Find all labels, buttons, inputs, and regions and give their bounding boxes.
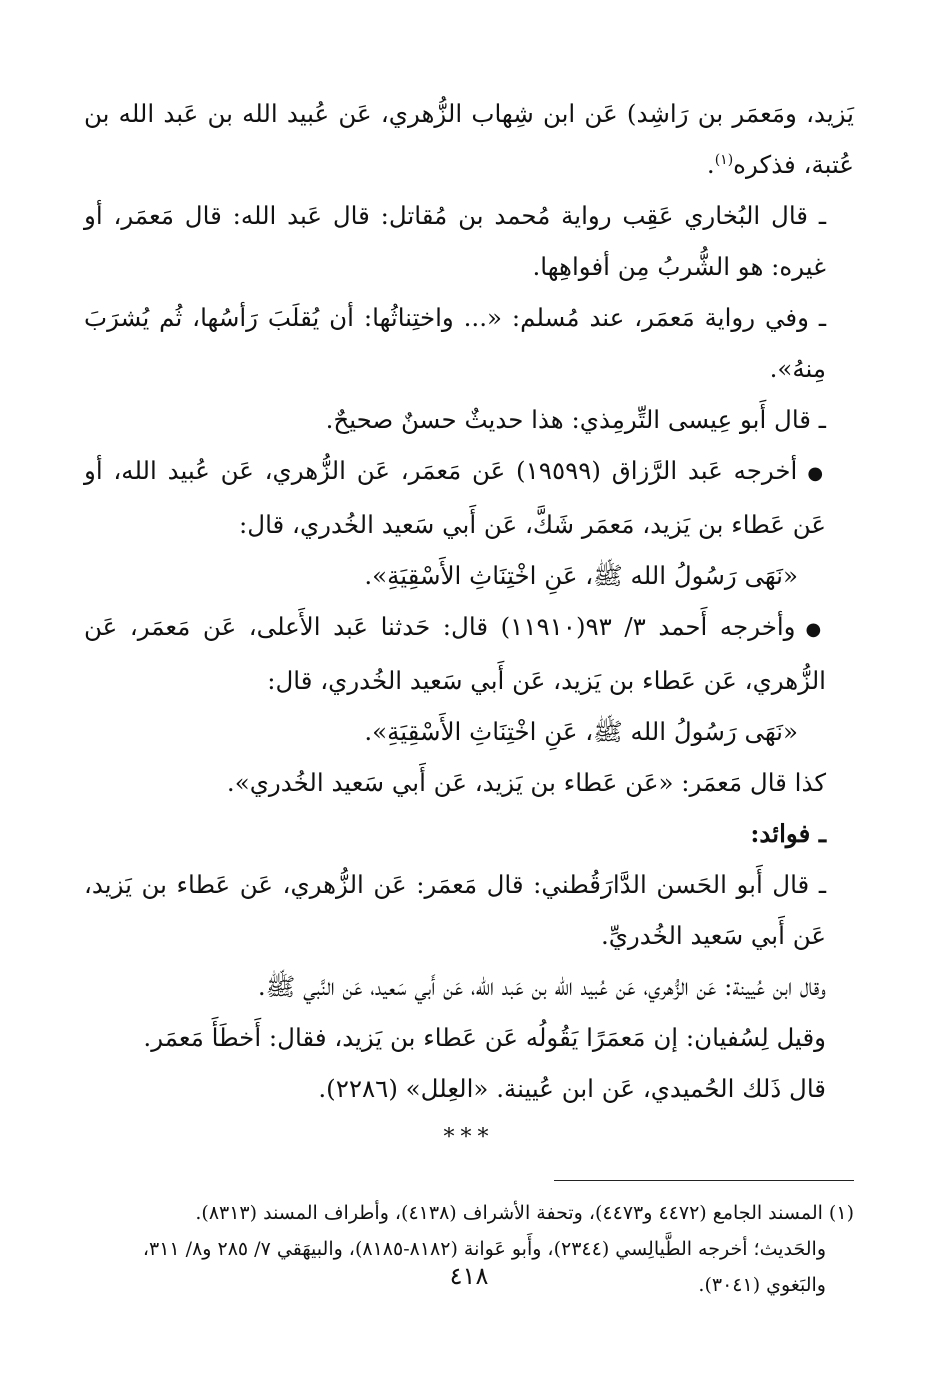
footnote-reference[interactable]: (١) [714, 151, 734, 168]
paragraph-daraqutni: ـ قال أَبو الحَسن الدَّارَقُطني: قال مَعمَر: عَن الزُّهري، عَن عَطاء بن يَزيد، عَن أَبي سَعيد الخُدريِّ. [84, 870, 826, 950]
paragraph-ahmad [84, 601, 854, 706]
paragraph-ibn-uyayna: وقال ابن عُيينة: عَن الزُّهري، عَن عُبيد الله بن عَبد الله، عَن أَبي سَعيد، عَن النَّبي ﷺ. [257, 972, 826, 1001]
page-number: ٤١٨ [449, 1262, 489, 1290]
main-text [84, 88, 854, 1158]
page-content [84, 88, 854, 1303]
hadith-quote-ahmad: «نَهَى رَسُولُ الله ﷺ، عَنِ اخْتِنَاثِ الأَسْقِيَةِ». [364, 717, 798, 746]
section-heading-fawaid: ـ فوائد: [750, 819, 826, 848]
paragraph-kadha: كذا قال مَعمَر: «عَن عَطاء بن يَزيد، عَن أَبي سَعيد الخُدري». [226, 768, 826, 797]
paragraph-humaydi: قال ذَلك الحُميدي، عَن ابن عُيينة. «العِلل» (٢٢٨٦). [318, 1074, 826, 1103]
footnote-1-continued: والحَديث؛ أخرجه الطَّيالِسي (٢٣٤٤)، وأَبو عَوانة (٨١٨٢-٨١٨٥)، والبيهَقي ٧/ ٢٨٥ و٨/ ٣١١، والبَغوي (٣٠٤١). [142, 1238, 826, 1296]
section-divider-stars: *** [443, 1125, 495, 1150]
paragraph-bukhari: ـ قال البُخاري عَقِب رواية مُحمد بن مُقاتل: قال عَبد الله: قال مَعمَر، أو غيره: هو الشُّربُ مِن أفواهِها. [84, 201, 826, 281]
paragraph-muslim: ـ وفي رواية مَعمَر، عند مُسلم: «... واختِناثُها: أن يُقلَبَ رَأسُها، ثُم يُشرَبَ مِنهُ». [84, 303, 826, 383]
footnote-separator [554, 1180, 854, 1181]
paragraph-chain [84, 88, 854, 190]
footnote-1: (١) المسند الجامع (٤٤٧٢ و٤٤٧٣)، وتحفة الأشراف (٤١٣٨)، وأطراف المسند (٨٣١٣). [195, 1202, 854, 1224]
chain-text: يَزيد، ومَعمَر بن رَاشِد) عَن ابن شِهاب الزُّهري، عَن عُبيد الله بن عَبد الله بن عُتبة، فذكره [84, 99, 854, 179]
chain-end: . [706, 150, 715, 179]
paragraph-tirmidhi: ـ قال أَبو عِيسى التِّرمِذي: هذا حديثٌ حسنٌ صحيحٌ. [325, 405, 826, 434]
paragraph-abdurrazzaq [84, 445, 854, 550]
paragraph-sufyan: وقيل لِسُفيان: إن مَعمَرًا يَقُولُه عَن عَطاء بن يَزيد، فقال: أَخطَأَ مَعمَر. [143, 1023, 826, 1052]
ahmad-text: وأخرجه أَحمد ٣/ ٩٣(١١٩١٠) قال: حَدثنا عَبد الأَعلى، عَن مَعمَر، عَن الزُّهري، عَن عَطاء بن يَزيد، عَن أَبي سَعيد الخُدري، قال: [84, 612, 826, 695]
bullet-icon: ● [807, 463, 827, 484]
hadith-quote-abdurrazzaq: «نَهَى رَسُولُ الله ﷺ، عَنِ اخْتِنَاثِ الأَسْقِيَةِ». [364, 561, 798, 590]
bullet-icon: ● [805, 619, 826, 640]
abdurrazzaq-text: أخرجه عَبد الرَّزاق (١٩٥٩٩) عَن مَعمَر، عَن الزُّهري، عَن عُبيد الله، أو عَن عَطاء بن يَزيد، مَعمَر شَكَّ، عَن أَبي سَعيد الخُدري، قال: [84, 456, 826, 539]
